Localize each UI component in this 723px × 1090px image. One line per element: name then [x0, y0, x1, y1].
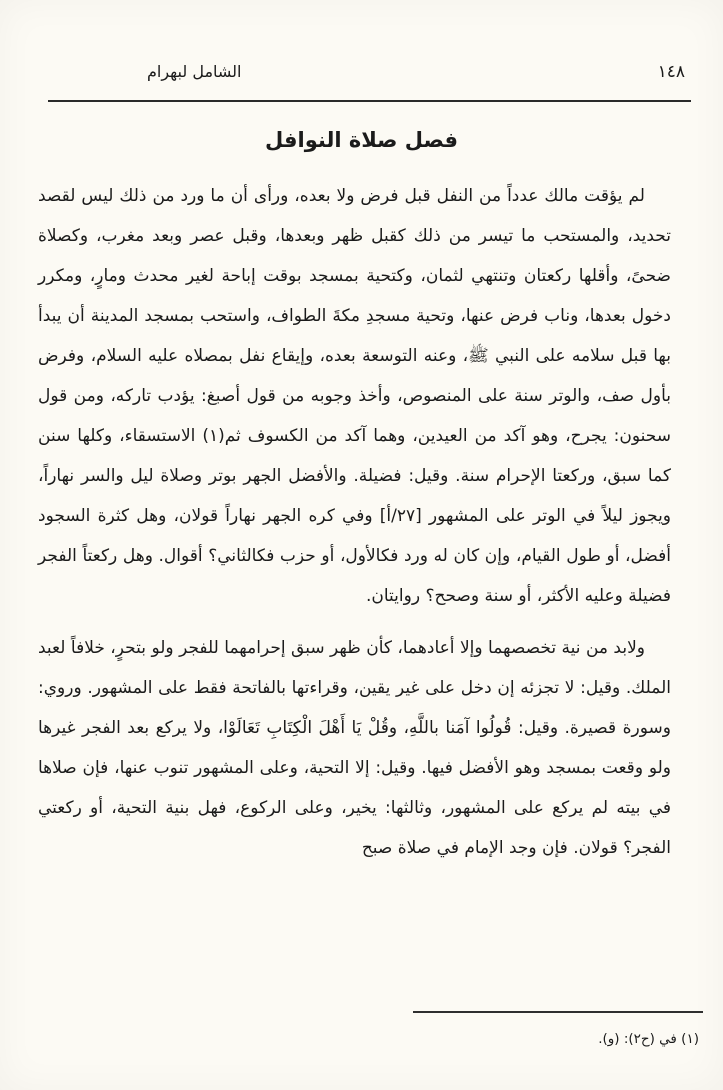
header-rule [48, 100, 691, 102]
paragraph-1: لم يؤقت مالك عدداً من النفل قبل فرض ولا بعده، ورأى أن ما ورد من ذلك ليس لقصد تحديد، والمستحب ما تيسر من ذلك كقبل ظهر وبعدها، وقبل عصر وبعد مغرب، وكصلاة ضحىً، وأقلها ركعتان وتنتهي لثمان، وكتحية بمسجد بوقت إباحة لغير محدث ومارٍ، ومكرر دخول بعدها، وناب فرض عنها، وتحية مسجدِ مكةَ الطواف، واستحب بمسجد المدينة أن يبدأ بها قبل سلامه على النبي ﷺ، وعنه التوسعة بعده، وإيقاع نفل بمصلاه عليه السلام، وفرض بأول صف، والوتر سنة على المنصوص، وأخذ وجوبه من قول أصبغ: يؤدب تاركه، ومن قول سحنون: يجرح، وهو آكد من العيدين، وهما آكد من الكسوف ثم(١) الاستسقاء، وكلها سنن كما سبق، وركعتا الإحرام سنة. وقيل: فضيلة. والأفضل الجهر بوتر وصلاة ليل والسر نهاراً، ويجوز ليلاً في الوتر على المشهور [٢٧/أ] وفي كره الجهر نهاراً قولان، وهل كثرة السجود أفضل، أو طول القيام، وإن كان له ورد فكالأول، أو حزب فكالثاني؟ أقوال. وهل ركعتاً الفجر فضيلة وعليه الأكثر، أو سنة وصحح؟ روايتان. [38, 186, 672, 606]
running-title: الشامل لبهرام [147, 62, 242, 81]
paragraph-2: ولابد من نية تخصصهما وإلا أعادهما، كأن ظهر سبق إحرامهما للفجر ولو بتحرٍ، خلافاً لعبد الملك. وقيل: لا تجزئه إن دخل على غير يقين، وقراءتها بالفاتحة فقط على المشهور. وروي: وسورة قصيرة. وقيل: قُولُوا آمَنا باللَّهِ، وقُلْ يَا أَهْلَ الْكِتَابِ تَعَالَوْا، ولا يركع بعد الفجر غيرها ولو وقعت بمسجد وهو الأفضل فيها. وقيل: إلا التحية، وعلى المشهور تنوب عنها، فإن صلاها في بيته لم يركع على المشهور، وثالثها: يخير، وعلى الركوع، فهل بنية التحية، أو ركعتي الفجر؟ قولان. فإن وجد الإمام في صلاة صبح [38, 638, 671, 858]
page-number: ١٤٨ [657, 62, 685, 82]
footnote: (١) في (ح٢): (و). [598, 1031, 699, 1047]
page-header [55, 62, 685, 82]
body-text [38, 176, 671, 868]
section-title: فصل صلاة النوافل [265, 128, 458, 152]
footnote-rule [413, 1011, 703, 1013]
